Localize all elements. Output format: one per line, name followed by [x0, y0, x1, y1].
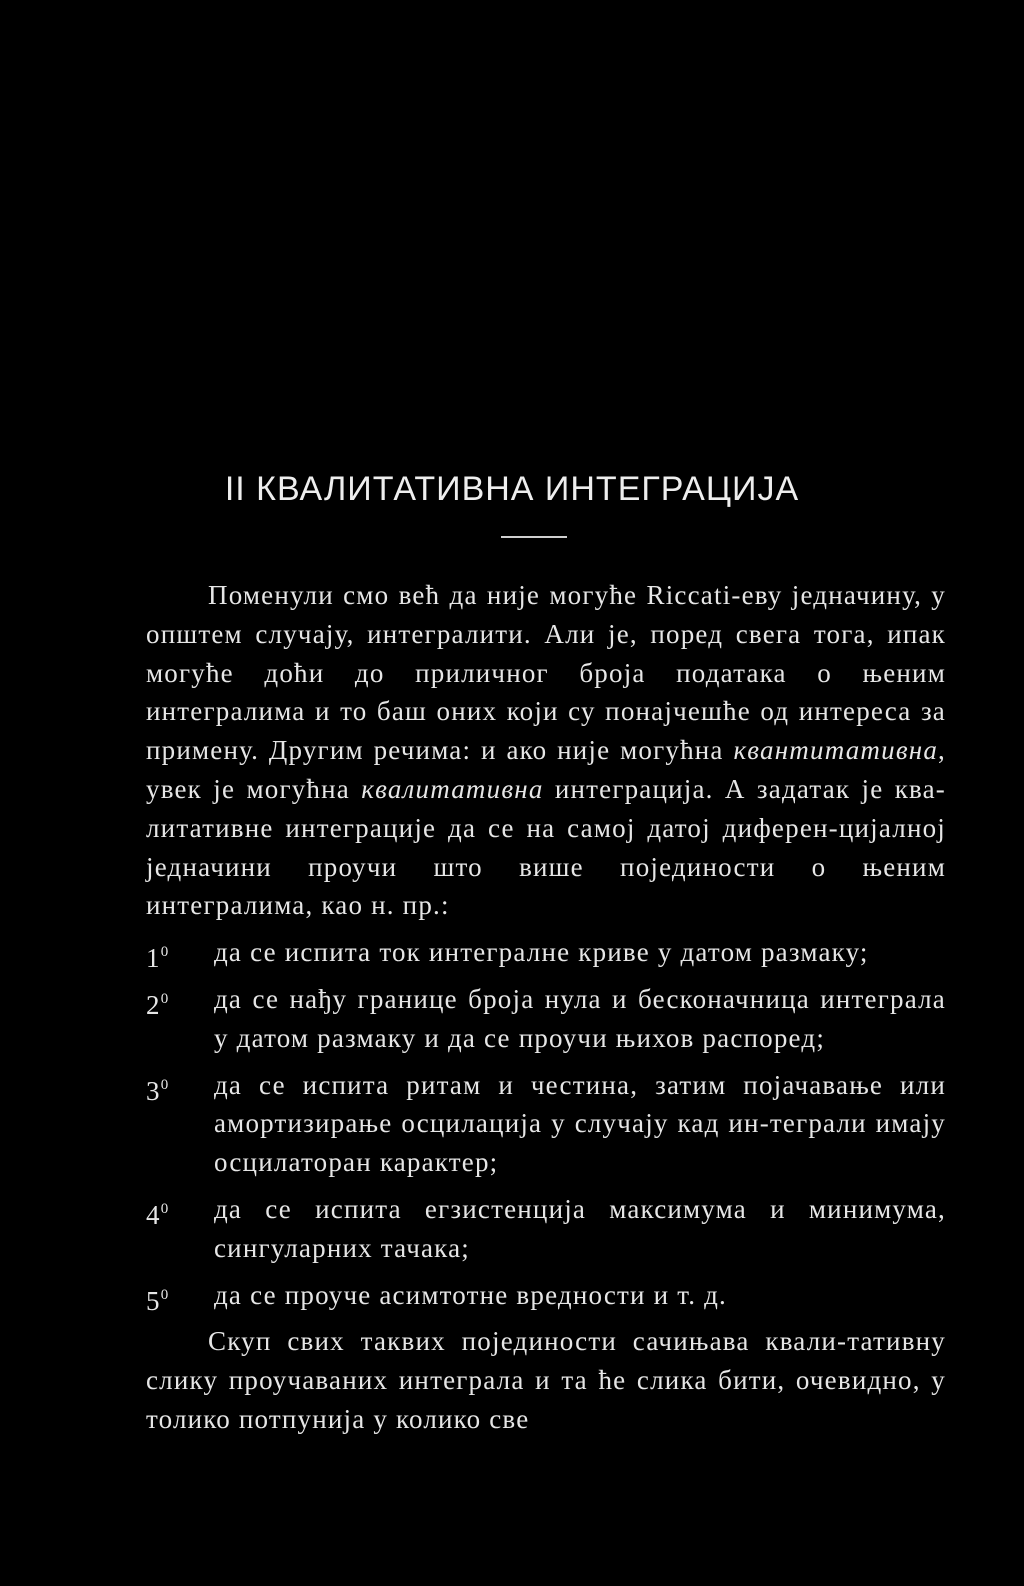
- list-item-number: $3^0$: [146, 1075, 170, 1106]
- task-list: [146, 933, 946, 1314]
- closing-paragraph: Скуп свих таквих појединости сачињава квали-тативну слику проучаваних интеграла и та ће слика бити, очевидно, у толико потпунија у колико све: [146, 1326, 946, 1434]
- intro-emphasis-quantitative: квантитативна: [733, 735, 939, 766]
- list-item-text: да се испита ток интегралне криве у датом размаку;: [214, 937, 869, 968]
- list-item-text: да се испита ритам и честина, затим појачавање или амортизирање осцилација у случају кад ин-теграли имају осцилаторан карактер;: [214, 1069, 946, 1178]
- intro-text-1: Поменули смо већ да није могуће Riccati-еву једначину, у општем случају, интегралити. Али је, поред свега тога, ипак могуће доћи до приличног броја података о њеним интегралима и то баш оних који су понајчешће од интереса за примену. Другим речима: и ако није могућна: [146, 580, 946, 766]
- list-item-number: $4^0$: [146, 1199, 170, 1230]
- list-item-text: да се проуче асимтотне вредности и т. д.: [214, 1279, 727, 1310]
- intro-paragraph: [146, 576, 946, 925]
- chapter-heading: II КВАЛИТАТИВНА ИНТЕГРАЦИЈА: [224, 470, 800, 508]
- body-text: [146, 576, 946, 1439]
- list-item-number: $2^0$: [146, 989, 170, 1020]
- list-item-text: да се испита егзистенција максимума и минимума, сингуларних тачака;: [214, 1193, 946, 1263]
- list-item: [146, 933, 946, 972]
- list-item: [146, 1066, 946, 1182]
- list-item-number: $5^0$: [146, 1285, 170, 1316]
- list-item: [146, 1190, 946, 1268]
- intro-emphasis-qualitative: квалитативна: [361, 773, 544, 804]
- intro-text-3: интеграција. А задатак је ква-литативне интеграције да се на самој датој диферен-цијалној једначини проучи што више појединости о њеним интегралима, као н. пр.:: [146, 773, 946, 921]
- intro-text-2: , увек је могућна: [146, 735, 946, 804]
- list-item: [146, 980, 946, 1058]
- heading-divider: [501, 536, 567, 538]
- list-item: [146, 1276, 946, 1315]
- list-item-text: да се нађу границе броја нула и бесконачница интеграла у датом размаку и да се проучи њихов распоред;: [214, 983, 946, 1053]
- list-item-number: $1^0$: [146, 943, 170, 974]
